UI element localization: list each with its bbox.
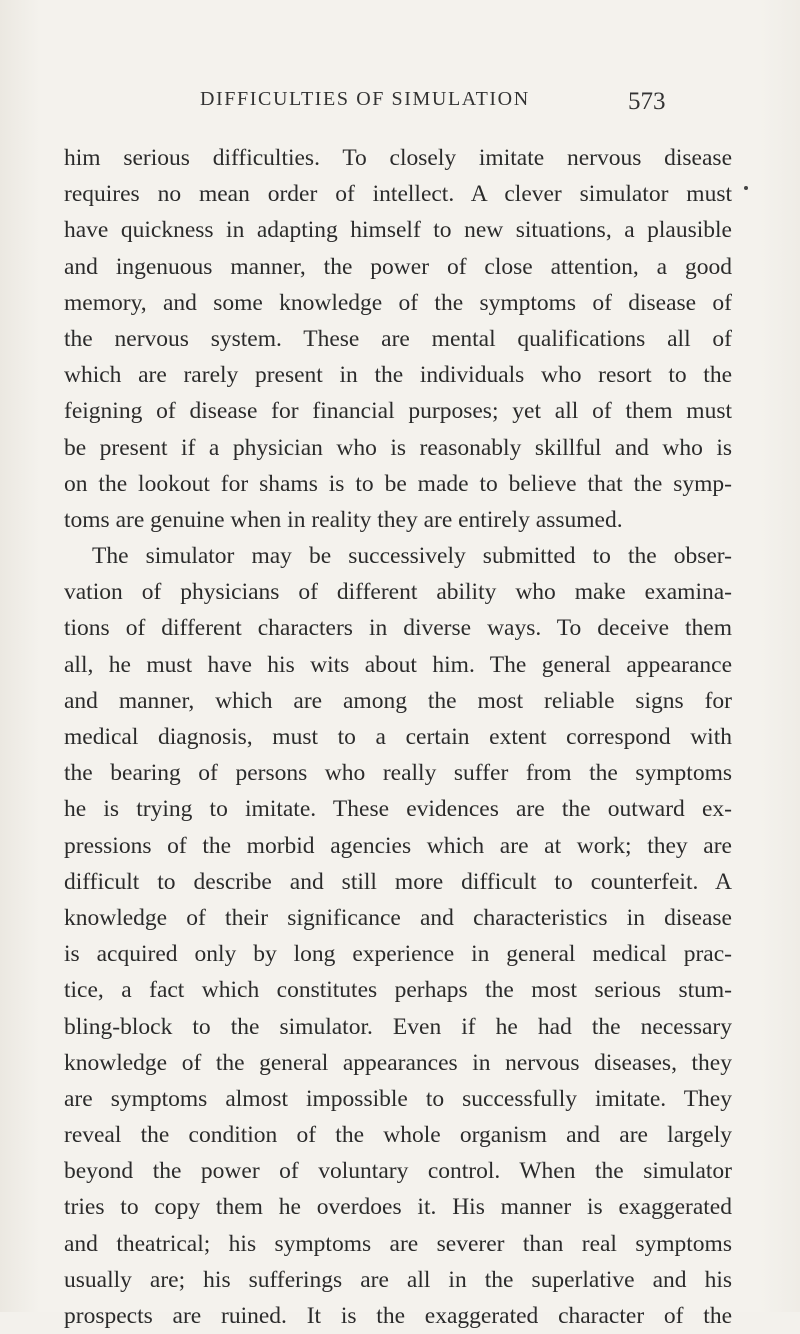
text-line: memory, and some knowledge of the symptoms of disease of [64,289,732,316]
text-line: feigning of disease for financial purposes; yet all of them must [64,398,732,425]
text-line: beyond the power of voluntary control. When the simulator [64,1158,732,1185]
text-line: usually are; his sufferings are all in the superlative and his [64,1266,732,1293]
text-line: the bearing of persons who really suffer from the symptoms [64,760,732,787]
text-line: have quickness in adapting himself to new situations, a plausible [64,217,732,244]
text-line: is acquired only by long experience in general medical prac- [64,941,732,968]
text-line: and theatrical; his symptoms are severer than real symptoms [64,1230,732,1257]
text-line: tries to copy them he overdoes it. His manner is exaggerated [64,1194,732,1221]
running-head [0,88,800,124]
ink-speck [744,186,748,190]
text-line: tice, a fact which constitutes perhaps the most serious stum- [64,977,732,1004]
running-title: DIFFICULTIES OF SIMULATION [200,88,530,110]
text-line: be present if a physician who is reasonably skillful and who is [64,434,732,461]
body-text [64,140,732,1334]
text-line: the nervous system. These are mental qualifications all of [64,325,732,352]
text-line: vation of physicians of different ability who make examina- [64,579,732,606]
text-line: and ingenuous manner, the power of close attention, a good [64,253,732,280]
paragraph-end-line: toms are genuine when in reality they are entirely assumed. [64,506,623,533]
text-line: and manner, which are among the most reliable signs for [64,687,732,714]
text-line: he is trying to imitate. These evidences are the outward ex- [64,796,732,823]
text-line: bling-block to the simulator. Even if he had the necessary [64,1013,732,1040]
text-line: on the lookout for shams is to be made to believe that the symp- [64,470,732,497]
text-line: knowledge of the general appearances in nervous diseases, they [64,1049,732,1076]
text-line: reveal the condition of the whole organism and are largely [64,1122,732,1149]
text-line: are symptoms almost impossible to successfully imitate. They [64,1085,732,1112]
text-line: him serious difficulties. To closely imitate nervous disease [64,145,732,171]
text-line: pressions of the morbid agencies which are at work; they are [64,832,732,859]
text-line: knowledge of their significance and characteristics in disease [64,904,732,931]
text-line: tions of different characters in diverse ways. To deceive them [64,615,732,642]
page-number: 573 [628,88,666,115]
paragraph-first-line: The simulator may be successively submitted to the obser- [92,543,732,570]
text-line: requires no mean order of intellect. A clever simulator must [64,181,732,208]
text-line: medical diagnosis, must to a certain extent correspond with [64,724,732,750]
text-line: all, he must have his wits about him. The general appearance [64,651,732,678]
text-line: prospects are ruined. It is the exaggerated character of the [64,1303,732,1329]
text-line: difficult to describe and still more difficult to counterfeit. A [64,868,732,895]
text-line: which are rarely present in the individuals who resort to the [64,362,732,389]
